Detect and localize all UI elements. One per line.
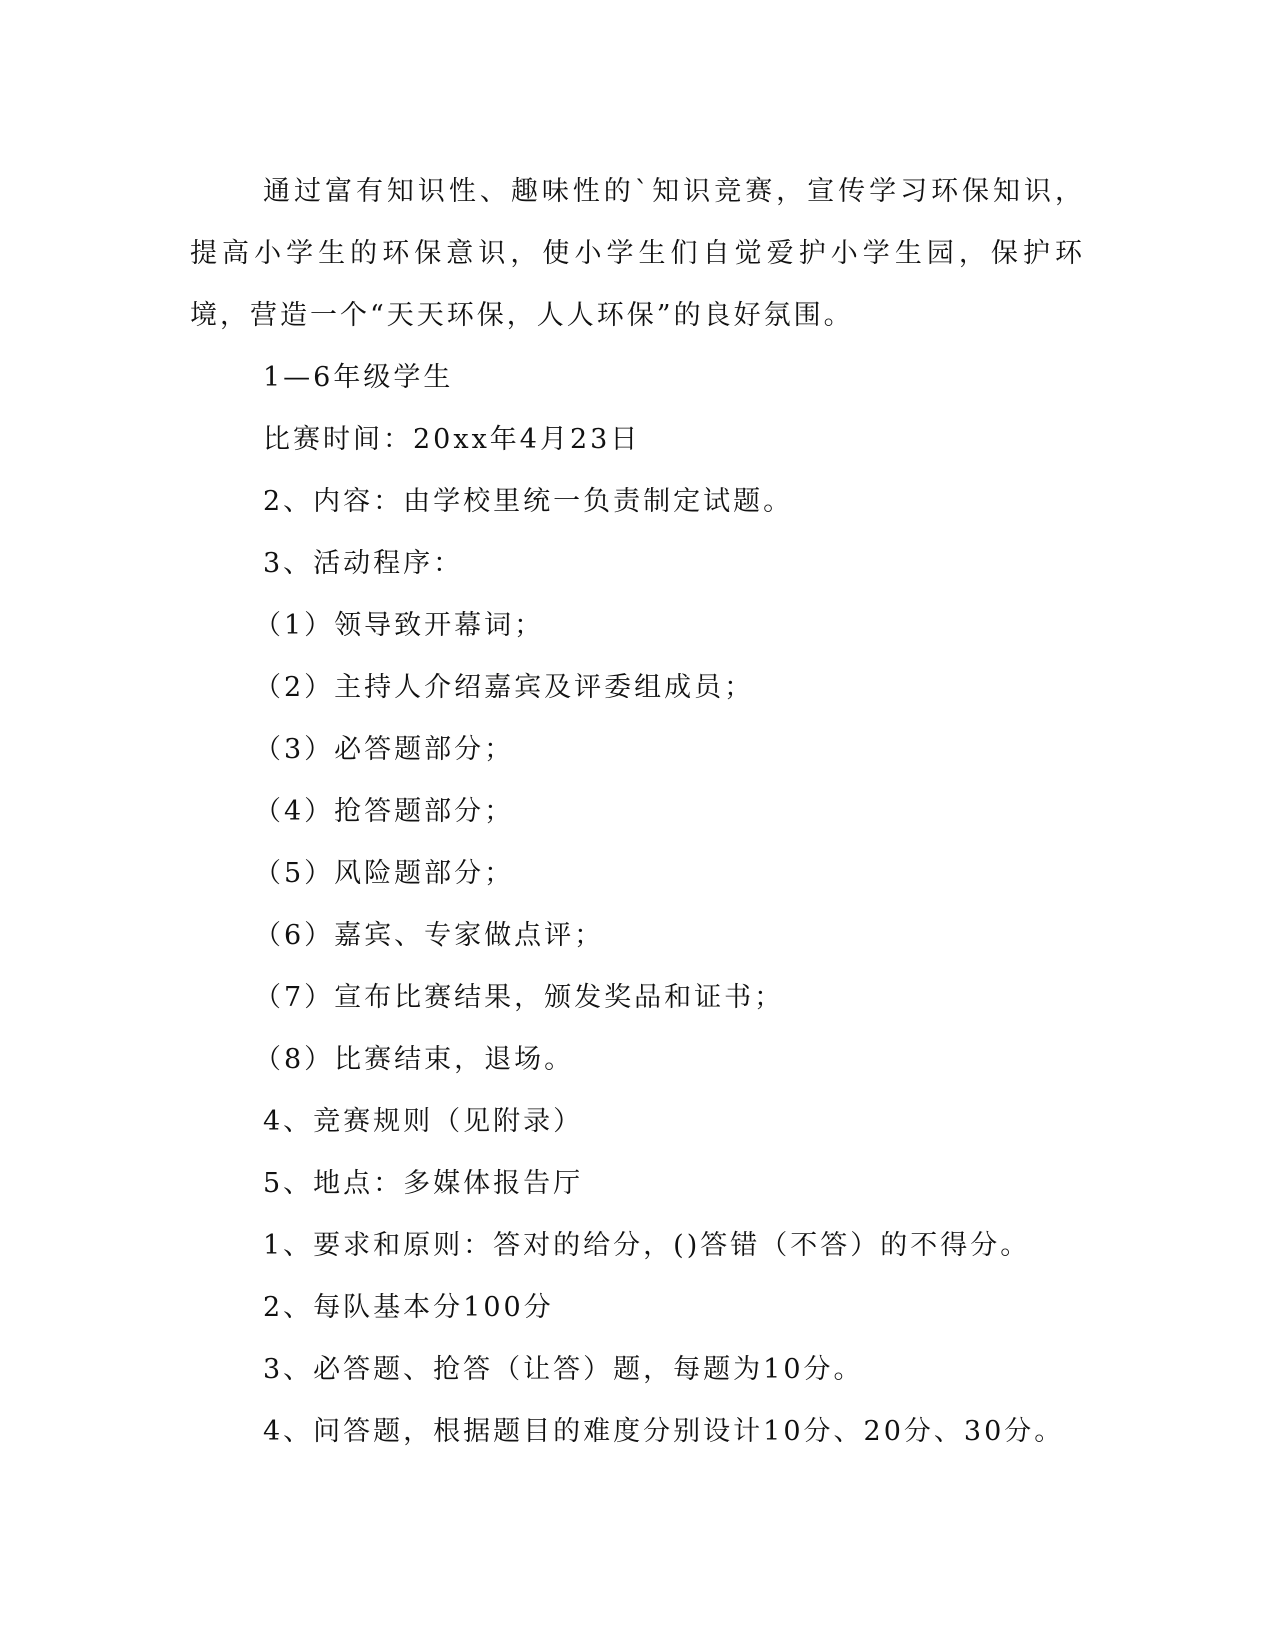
scoring-item: 2、每队基本分100分 [263,1292,554,1323]
procedure-step: （1）领导致开幕词； [254,610,545,641]
location-item: 5、地点：多媒体报告厅 [263,1168,584,1199]
procedure-step: （6）嘉宾、专家做点评； [254,920,605,951]
scoring-item: 4、问答题，根据题目的难度分别设计10分、20分、30分。 [263,1416,1065,1447]
content-item: 2、内容：由学校里统一负责制定试题。 [263,486,794,517]
procedure-step: （8）比赛结束，退场。 [254,1044,575,1075]
scoring-item: 3、必答题、抢答（让答）题，每题为10分。 [263,1354,864,1385]
intro-paragraph: 通过富有知识性、趣味性的`知识竞赛，宣传学习环保知识，提高小学生的环保意识，使小学生们自觉爱护小学生园，保护环境，营造一个“天天环保，人人环保”的良好氛围。 [190,176,1085,331]
procedure-step: （7）宣布比赛结果，颁发奖品和证书； [254,982,785,1013]
participants-line: 1—6年级学生 [263,362,454,393]
procedure-step: （3）必答题部分； [254,734,515,765]
document-body [190,161,1085,1463]
scoring-item: 1、要求和原则：答对的给分，()答错（不答）的不得分。 [263,1230,1031,1261]
procedure-title: 3、活动程序： [263,548,464,579]
time-line: 比赛时间：20xx年4月23日 [263,424,641,455]
procedure-step: （2）主持人介绍嘉宾及评委组成员； [254,672,755,703]
procedure-step: （4）抢答题部分； [254,796,515,827]
rules-item: 4、竞赛规则（见附录） [263,1106,584,1137]
procedure-step: （5）风险题部分； [254,858,515,889]
